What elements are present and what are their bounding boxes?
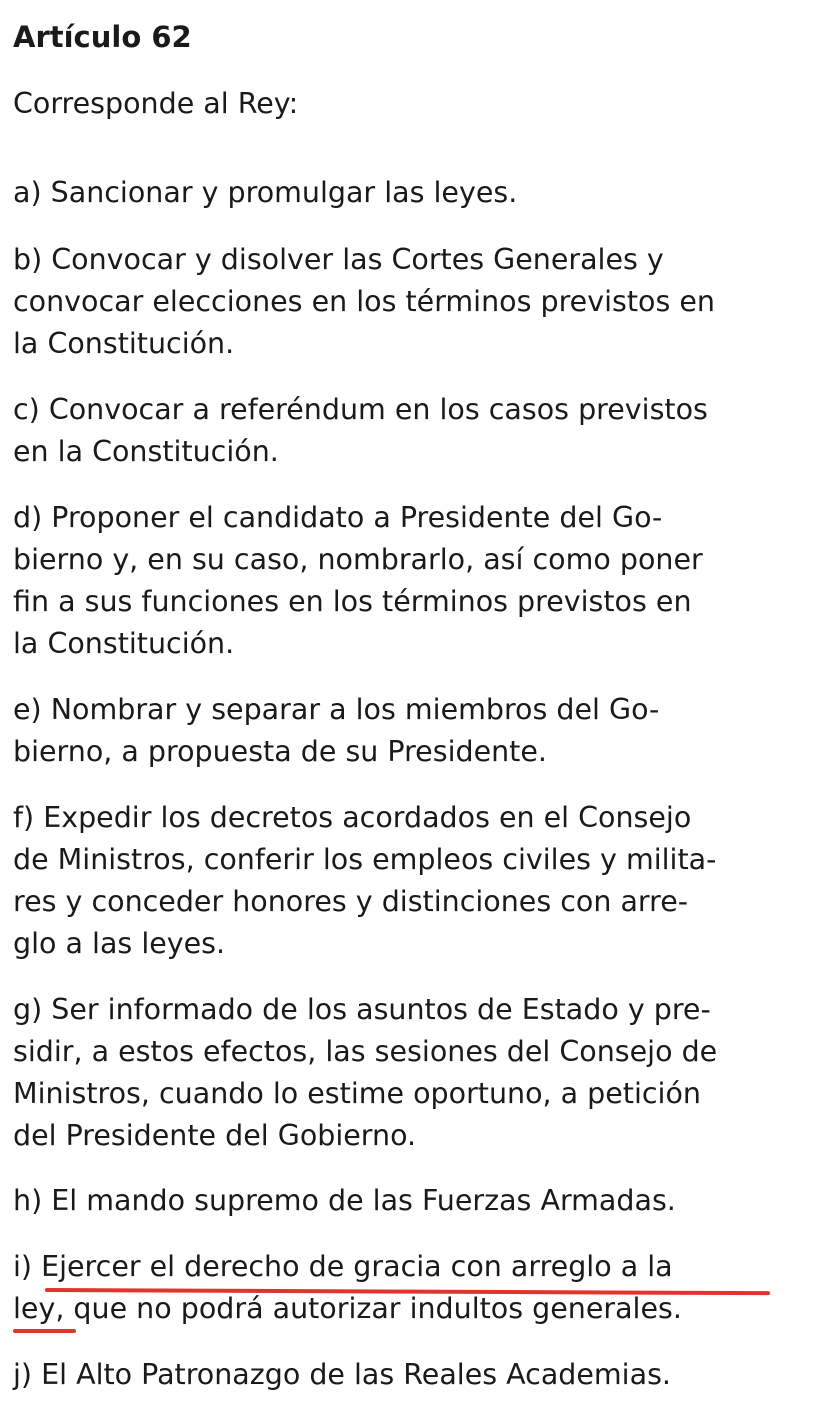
list-item-f: [13, 797, 716, 965]
item-line: en la Constitución.: [13, 435, 279, 468]
list-item-d: [13, 497, 703, 665]
item-line: glo a las leyes.: [13, 927, 226, 960]
item-line: ley, que no podrá autorizar indultos generales.: [13, 1292, 682, 1325]
list-item-j: [13, 1354, 671, 1396]
item-line: de Ministros, conferir los empleos civiles y milita-: [13, 843, 717, 876]
item-line: c) Convocar a referéndum en los casos previstos: [13, 393, 708, 426]
article-intro: Corresponde al Rey:: [13, 87, 299, 120]
item-line: res y conceder honores y distinciones con arre-: [13, 885, 689, 918]
item-line: d) Proponer el candidato a Presidente del Go-: [13, 501, 663, 534]
item-line: Ministros, cuando lo estime oportuno, a petición: [13, 1077, 701, 1110]
list-item-e: [13, 689, 659, 773]
item-line: bierno, a propuesta de su Presidente.: [13, 735, 547, 768]
item-line: e) Nombrar y separar a los miembros del Go-: [13, 693, 660, 726]
item-line: i) Ejercer el derecho de gracia con arreglo a la: [13, 1250, 673, 1283]
item-line: la Constitución.: [13, 627, 235, 660]
list-item-b: [13, 239, 715, 365]
item-line: j) El Alto Patronazgo de las Reales Academias.: [13, 1358, 671, 1391]
item-line: del Presidente del Gobierno.: [13, 1119, 417, 1152]
item-line: la Constitución.: [13, 327, 235, 360]
article-title: Artículo 62: [13, 20, 192, 54]
item-line: h) El mando supremo de las Fuerzas Armadas.: [13, 1184, 676, 1217]
list-item-a: [13, 172, 517, 214]
item-line: f) Expedir los decretos acordados en el Consejo: [13, 801, 692, 834]
item-line: g) Ser informado de los asuntos de Estado y pre-: [13, 993, 711, 1026]
list-item-g: [13, 989, 717, 1157]
list-item-h: [13, 1180, 676, 1222]
item-line: convocar elecciones en los términos previstos en: [13, 285, 715, 318]
item-line: bierno y, en su caso, nombrarlo, así como poner: [13, 543, 703, 576]
item-line: sidir, a estos efectos, las sesiones del Consejo de: [13, 1035, 718, 1068]
item-line: fin a sus funciones en los términos previstos en: [13, 585, 692, 618]
highlight-underline: [13, 1329, 76, 1333]
item-line: a) Sancionar y promulgar las leyes.: [13, 176, 518, 209]
list-item-c: [13, 389, 708, 473]
item-line: b) Convocar y disolver las Cortes Generales y: [13, 243, 664, 276]
